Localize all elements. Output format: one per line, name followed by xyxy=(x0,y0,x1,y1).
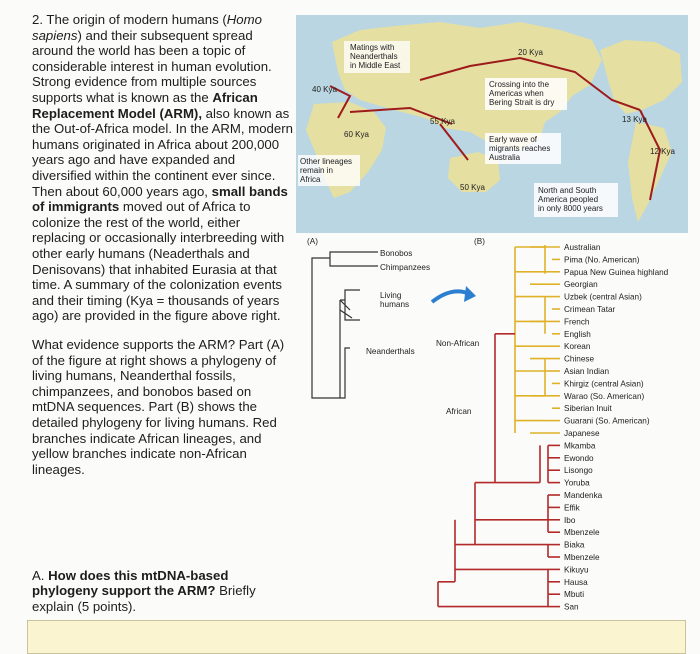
taxon-label: English xyxy=(564,329,591,339)
taxon-label: Japanese xyxy=(564,429,600,438)
taxon-label: Australian xyxy=(564,243,601,252)
label-line: Other lineages xyxy=(300,157,353,166)
label-line: humans xyxy=(380,300,410,309)
human-branches xyxy=(312,300,350,398)
intro-text: moved out of Africa to colonize the rest of the world, either replacing or occasionally interbreeding with other early humans (Neaderthals and Denisovans) that inhabited Eurasia at that time. A summary of the colonization events and their timing (Kya = thousands of years ago) are provided in the figure above right. xyxy=(32,199,285,324)
non-african-label: Non-African xyxy=(436,339,480,348)
living-human-branches xyxy=(340,290,360,320)
taxon-label: Hausa xyxy=(564,577,588,587)
taxon-label: Kikuyu xyxy=(564,565,589,575)
taxon-label: French xyxy=(564,317,590,327)
neanderthal-label xyxy=(350,43,401,70)
label-line: Bering Strait is dry xyxy=(489,98,555,107)
taxon-label: Asian Indian xyxy=(564,367,610,376)
taxon-label: Mandenka xyxy=(564,491,603,500)
kya60-label: 60 Kya xyxy=(344,130,369,139)
label-line: remain in xyxy=(300,166,333,175)
tree-a-tag: (A) xyxy=(307,237,318,246)
taxon-label: Crimean Tatar xyxy=(564,305,616,314)
part-a-label: A. xyxy=(32,568,49,583)
kya50-label: 50 Kya xyxy=(460,183,485,192)
taxon-label: Mkamba xyxy=(564,441,596,451)
arm-term: African Replacement Model (ARM), xyxy=(32,89,258,121)
taxon-label: Pima (No. American) xyxy=(564,255,640,265)
label-line: in Middle East xyxy=(350,61,401,70)
taxon-label: Biaka xyxy=(564,540,585,550)
taxon-label: Khirgiz (central Asian) xyxy=(564,379,644,389)
phylogeny-a xyxy=(307,237,430,398)
taxon-label: Korean xyxy=(564,342,591,352)
kya20-label: 20 Kya xyxy=(518,48,543,57)
label-line: Living xyxy=(380,291,402,300)
tree-b-tag: (B) xyxy=(474,237,485,246)
bands-term: small bands of immigrants xyxy=(32,183,288,215)
taxon-label: Effik xyxy=(564,503,580,513)
species-name: Homo sapiens xyxy=(32,12,262,43)
intro-text: also known as the Out-of-Africa model. In the ARM, modern humans originated in Africa about 200,000 years ago and have expanded and diversified within the continent ever since. Then about 60,000 years ago, xyxy=(32,105,293,199)
kya13-label: 13 Kya xyxy=(622,115,647,124)
bonobos-label: Bonobos xyxy=(380,249,413,258)
kya12-label: 12 Kya xyxy=(650,147,675,156)
taxon-label: Mbuti xyxy=(564,590,585,600)
label-line: North and South xyxy=(538,186,597,195)
label-line: Matings with xyxy=(350,43,395,52)
world-map xyxy=(296,15,688,233)
arrowhead-icon xyxy=(464,286,476,302)
label-line: Americas when xyxy=(489,89,544,98)
taxon-label: Lisongo xyxy=(564,466,593,476)
taxon-label: Ewondo xyxy=(564,453,594,463)
americas-label xyxy=(538,186,603,213)
taxon-label: Ibo xyxy=(564,515,576,525)
taxon-label: Yoruba xyxy=(564,478,590,488)
taxon-label: Siberian Inuit xyxy=(564,404,612,414)
label-line: Africa xyxy=(300,175,321,184)
label-line: Early wave of xyxy=(489,135,538,144)
evidence-paragraph: What evidence supports the ARM? Part (A) of the figure at right shows a phylogeny of living humans, Neanderthal fossils, chimpanzees, and bonobos based on mtDNA sequences. Part (B) shows the detailed phylogeny for living humans. Red branches indicate African lineages, and yellow branches indicate non-African lineages. xyxy=(32,337,285,477)
label-line: Crossing into the xyxy=(489,80,550,89)
chimps-label: Chimpanzees xyxy=(380,263,431,272)
living-humans-label xyxy=(380,291,409,309)
label-line: in only 8000 years xyxy=(538,204,603,213)
intro-text: ) and their subsequent spread around the world has been a topic of considerable interest in human evolution. Strong evidence from multiple sources supports what is known as the xyxy=(32,27,272,105)
label-line: Neanderthals xyxy=(350,52,398,61)
african-label: African xyxy=(446,407,472,416)
taxon-label: Mbenzele xyxy=(564,553,600,562)
part-a-instructions: Briefly explain (5 points). xyxy=(32,583,256,614)
neanderthals-label: Neanderthals xyxy=(366,347,415,356)
part-a-prompt: How does this mtDNA-based phylogeny support the ARM? xyxy=(32,568,229,599)
label-line: migrants reaches xyxy=(489,144,551,153)
intro-text: 2. The origin of modern humans ( xyxy=(32,12,227,27)
taxon-label: Warao (So. American) xyxy=(564,391,645,401)
taxon-label: Papua New Guinea highland xyxy=(564,267,669,277)
kya40-label: 40 Kya xyxy=(312,85,337,94)
taxon-label: Georgian xyxy=(564,280,598,290)
taxon-label: Guarani (So. American) xyxy=(564,416,650,426)
taxon-label: San xyxy=(564,602,579,612)
taxon-label: Uzbek (central Asian) xyxy=(564,292,642,302)
label-line: Australia xyxy=(489,153,521,162)
tree-b-taxa xyxy=(564,243,669,612)
tree-b-branches xyxy=(438,245,560,607)
label-line: America peopled xyxy=(538,195,599,204)
taxon-label: Chinese xyxy=(564,354,595,364)
kya55-label: 55 Kya xyxy=(430,117,455,126)
taxon-label: Mbenzele xyxy=(564,528,600,538)
